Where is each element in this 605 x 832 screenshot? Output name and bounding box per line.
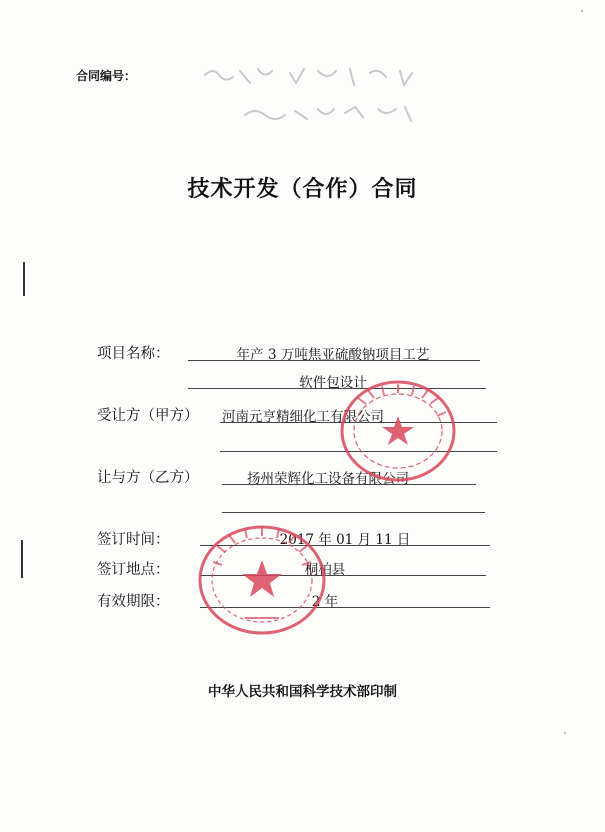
project-name-underline-1 [188, 360, 480, 361]
footer-publisher: 中华人民共和国科学技术部印制 [208, 684, 397, 700]
party-a-seal-stamp [338, 378, 458, 484]
sign-time-label: 签订时间： [97, 532, 170, 548]
sign-place-value: 桐柏县 [304, 562, 346, 578]
contract-number-label: 合同编号： [76, 69, 137, 83]
transferor-label: 让与方（乙方） [97, 470, 199, 486]
document-title: 技术开发（合作）合同 [187, 177, 418, 202]
project-name-value-line1: 年产 3 万吨焦亚硫酸钠项目工艺 [236, 347, 430, 363]
transferor-value: 扬州荣辉化工设备有限公司 [247, 471, 409, 487]
project-name-value-line2: 软件包设计 [299, 375, 367, 391]
transferor-underline-2 [222, 512, 485, 513]
validity-label: 有效期限： [97, 594, 170, 610]
transferor-underline-1 [222, 484, 476, 485]
binding-mark-top [23, 262, 25, 296]
sign-place-label: 签订地点： [97, 562, 170, 578]
transferee-label: 受让方（甲方） [97, 408, 199, 424]
transferee-value: 河南元亨精细化工有限公司 [222, 409, 384, 425]
binding-mark-bottom [21, 540, 23, 578]
scan-speck [564, 732, 566, 734]
validity-value: 2 年 [311, 594, 339, 610]
handwritten-scribble [200, 63, 430, 135]
scan-speck [581, 10, 583, 12]
sign-time-value: 2017 年 01 月 11 日 [279, 532, 411, 548]
project-name-label: 项目名称： [97, 346, 170, 362]
party-b-seal-stamp [195, 522, 330, 638]
